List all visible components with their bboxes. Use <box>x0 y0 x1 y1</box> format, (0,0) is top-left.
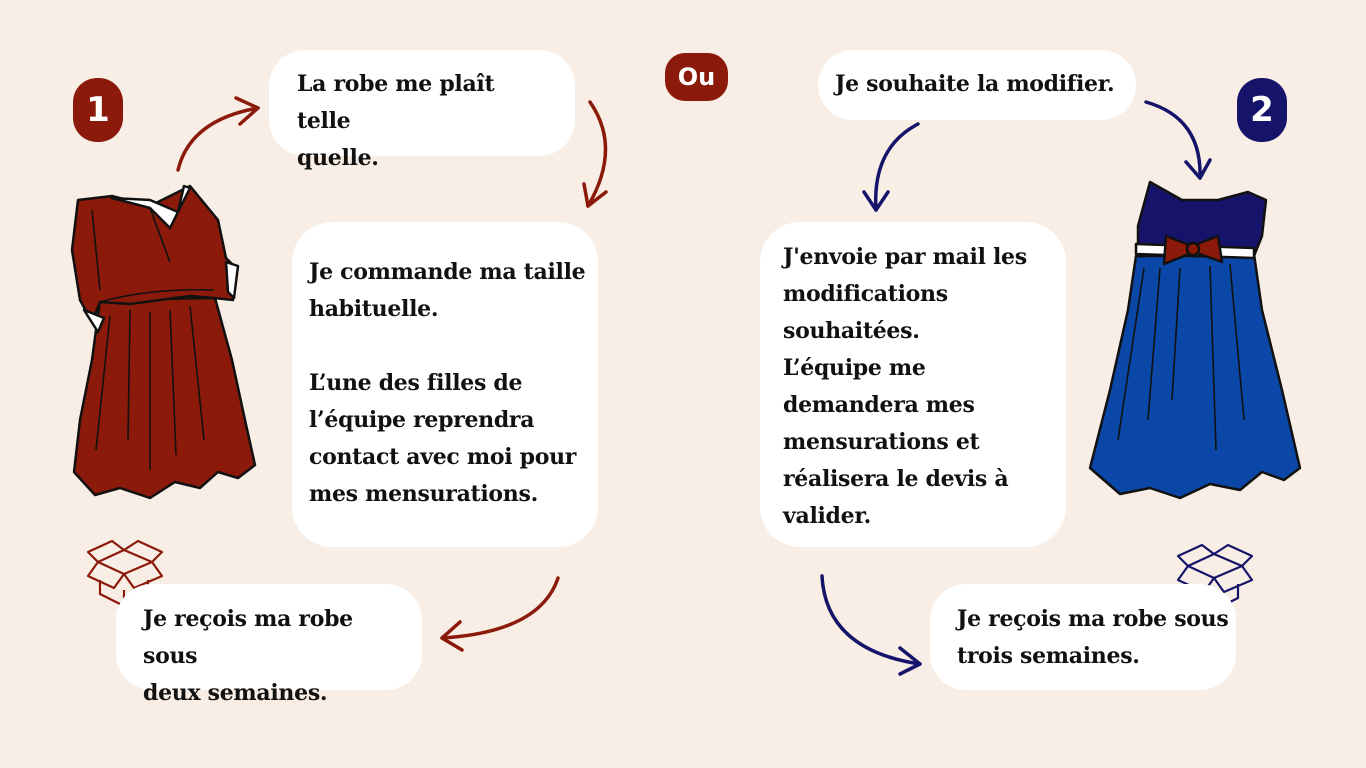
right-step3-bubble: Je reçois ma robe sous trois semaines. <box>930 584 1236 690</box>
right-step1-bubble: Je souhaite la modifier. <box>818 50 1136 120</box>
step-number-one-badge: 1 <box>73 78 123 142</box>
step-number-two-badge: 2 <box>1237 78 1287 142</box>
left-step3-bubble: Je reçois ma robe sous deux semaines. <box>116 584 422 690</box>
left-step1-bubble: La robe me plaît telle quelle. <box>269 50 575 156</box>
left-step2-bubble: Je commande ma taille habituelle. L’une des filles de l’équipe reprendra contact avec moi pour mes mensurations. <box>292 222 598 547</box>
or-badge: Ou <box>665 53 728 101</box>
right-step2-bubble: J'envoie par mail les modifications souhaitées. L’équipe me demandera mes mensurations et réalisera le devis à valider. <box>760 222 1066 547</box>
